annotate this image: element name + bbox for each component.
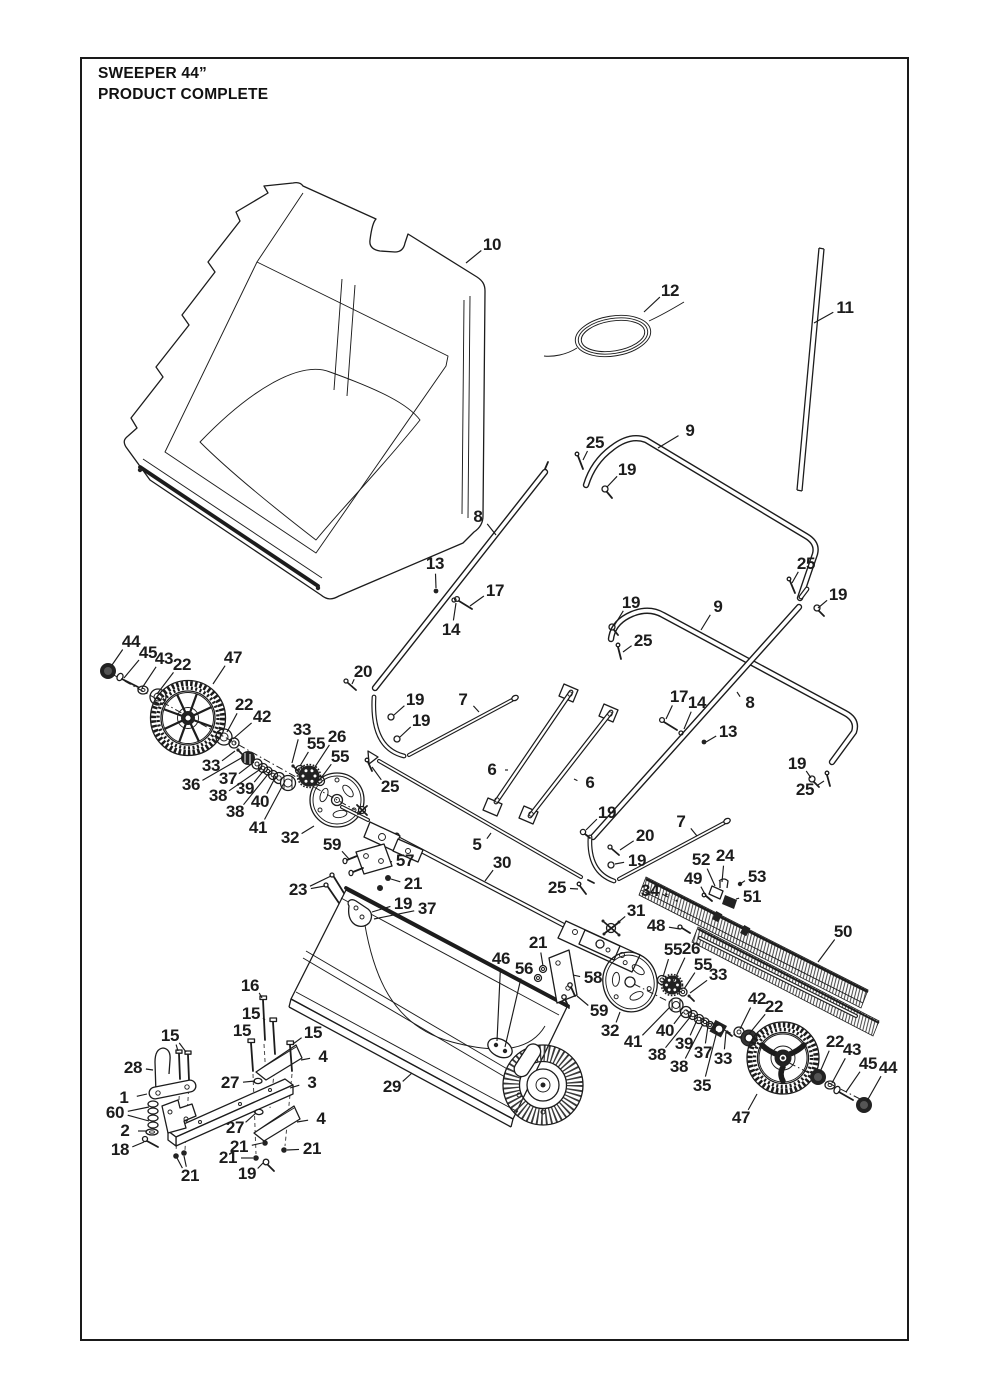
callout-36: 36 [181, 775, 201, 794]
callout-19: 19 [393, 894, 413, 913]
callout-44: 44 [121, 632, 141, 651]
callout-27: 27 [225, 1118, 245, 1137]
callout-6: 6 [585, 773, 595, 792]
callout-21: 21 [229, 1137, 249, 1156]
callout-55: 55 [330, 747, 350, 766]
callout-51: 51 [742, 887, 762, 906]
callout-38: 38 [225, 802, 245, 821]
callout-13: 13 [425, 554, 445, 573]
callout-37: 37 [693, 1043, 713, 1062]
callout-1: 1 [119, 1088, 129, 1107]
callout-21: 21 [218, 1148, 238, 1167]
callout-25: 25 [795, 780, 815, 799]
callout-55: 55 [693, 955, 713, 974]
callout-20: 20 [635, 826, 655, 845]
callout-10: 10 [482, 235, 502, 254]
callout-15: 15 [232, 1021, 252, 1040]
callout-33: 33 [713, 1049, 733, 1068]
right-wheel [747, 1022, 819, 1094]
callout-45: 45 [138, 643, 158, 662]
callout-2: 2 [120, 1121, 130, 1140]
callout-15: 15 [241, 1004, 261, 1023]
callout-21: 21 [180, 1166, 200, 1185]
callout-52: 52 [691, 850, 711, 869]
left-wheel [151, 681, 226, 756]
callout-42: 42 [747, 989, 767, 1008]
callout-16: 16 [240, 976, 260, 995]
cable-coil [544, 302, 684, 362]
callout-38: 38 [647, 1045, 667, 1064]
callout-19: 19 [411, 711, 431, 730]
callout-13: 13 [718, 722, 738, 741]
callout-8: 8 [745, 693, 755, 712]
callout-22: 22 [172, 655, 192, 674]
callout-37: 37 [417, 899, 437, 918]
callout-46: 46 [491, 949, 511, 968]
handle-extension-tube-right [593, 589, 807, 837]
callout-38: 38 [208, 786, 228, 805]
callout-19: 19 [237, 1164, 257, 1183]
callout-19: 19 [617, 460, 637, 479]
callout-22: 22 [764, 997, 784, 1016]
page-subtitle: PRODUCT COMPLETE [98, 86, 269, 103]
callout-25: 25 [796, 554, 816, 573]
callout-21: 21 [302, 1139, 322, 1158]
callout-22: 22 [825, 1032, 845, 1051]
page-title: SWEEPER 44” [98, 65, 208, 82]
callout-15: 15 [160, 1026, 180, 1045]
callout-28: 28 [123, 1058, 143, 1077]
hopper-bag [124, 183, 485, 599]
callout-39: 39 [235, 779, 255, 798]
callout-14: 14 [441, 620, 461, 639]
callout-45: 45 [858, 1054, 878, 1073]
callout-41: 41 [623, 1032, 643, 1051]
callout-23: 23 [288, 880, 308, 899]
callout-25: 25 [547, 878, 567, 897]
callout-19: 19 [405, 690, 425, 709]
callout-41: 41 [248, 818, 268, 837]
tube-fasteners [344, 452, 830, 894]
trailing-rod [797, 248, 824, 491]
callout-38: 38 [669, 1057, 689, 1076]
callout-9: 9 [713, 597, 723, 616]
callout-37: 37 [218, 769, 238, 788]
callout-17: 17 [669, 687, 689, 706]
callout-59: 59 [322, 835, 342, 854]
callout-3: 3 [307, 1073, 317, 1092]
callout-4: 4 [318, 1047, 328, 1066]
callout-39: 39 [674, 1034, 694, 1053]
callout-32: 32 [280, 828, 300, 847]
callout-11: 11 [836, 298, 854, 317]
callout-17: 17 [485, 581, 505, 600]
callout-18: 18 [110, 1140, 130, 1159]
handle-extension-tube-left [375, 462, 548, 688]
callout-31: 31 [626, 901, 646, 920]
callout-21: 21 [403, 874, 423, 893]
callout-56: 56 [514, 959, 534, 978]
callout-40: 40 [250, 792, 270, 811]
callout-35: 35 [692, 1076, 712, 1095]
callout-40: 40 [655, 1021, 675, 1040]
callout-58: 58 [583, 968, 603, 987]
callout-22: 22 [234, 695, 254, 714]
callout-14: 14 [687, 693, 707, 712]
callout-7: 7 [458, 690, 468, 709]
callout-33: 33 [708, 965, 728, 984]
callout-47: 47 [223, 648, 243, 667]
callout-49: 49 [683, 869, 703, 888]
callout-19: 19 [627, 851, 647, 870]
sweeper-housing [289, 888, 583, 1127]
callout-44: 44 [878, 1058, 898, 1077]
callout-5: 5 [472, 835, 482, 854]
callout-19: 19 [621, 593, 641, 612]
lower-rod-left [374, 694, 519, 756]
support-brace-left [483, 684, 578, 816]
callout-55: 55 [663, 940, 683, 959]
callout-47: 47 [731, 1108, 751, 1127]
callout-27: 27 [220, 1073, 240, 1092]
callout-20: 20 [353, 662, 373, 681]
callout-21: 21 [528, 933, 548, 952]
callout-53: 53 [747, 867, 767, 886]
callout-6: 6 [487, 760, 497, 779]
callout-7: 7 [676, 812, 686, 831]
callout-9: 9 [685, 421, 695, 440]
callout-24: 24 [715, 846, 735, 865]
callout-48: 48 [646, 916, 666, 935]
callout-60: 60 [105, 1103, 125, 1122]
right-axle-hardware [810, 1069, 872, 1113]
callout-8: 8 [473, 507, 483, 526]
callout-50: 50 [833, 922, 853, 941]
callout-26: 26 [681, 939, 701, 958]
callout-25: 25 [585, 433, 605, 452]
callout-4: 4 [316, 1109, 326, 1128]
callout-43: 43 [154, 649, 174, 668]
callout-59: 59 [589, 1001, 609, 1020]
callout-26: 26 [327, 727, 347, 746]
callout-25: 25 [633, 631, 653, 650]
callout-25: 25 [380, 777, 400, 796]
callout-32: 32 [600, 1021, 620, 1040]
callout-19: 19 [828, 585, 848, 604]
callout-12: 12 [660, 281, 680, 300]
callout-42: 42 [252, 707, 272, 726]
callout-29: 29 [382, 1077, 402, 1096]
callout-43: 43 [842, 1040, 862, 1059]
callout-15: 15 [303, 1023, 323, 1042]
brush-clamp-hardware [702, 879, 742, 909]
callout-34: 34 [640, 881, 660, 900]
callout-30: 30 [492, 853, 512, 872]
callout-57: 57 [395, 851, 415, 870]
callout-19: 19 [597, 803, 617, 822]
callout-55: 55 [306, 734, 326, 753]
callout-33: 33 [292, 720, 312, 739]
callout-19: 19 [787, 754, 807, 773]
callout-33: 33 [201, 756, 221, 775]
